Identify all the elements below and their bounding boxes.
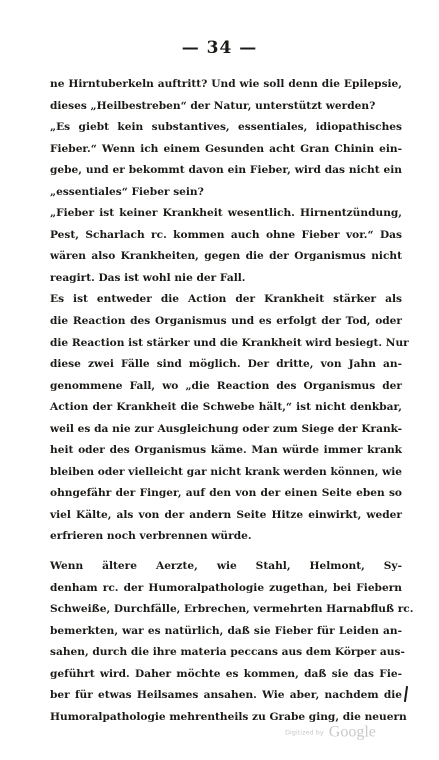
text-line: denham rc. der Humoralpathologie zugethan, bei Fiebern bbox=[50, 581, 402, 594]
text-line: wären also Krankheiten, gegen die der Organismus nicht bbox=[50, 250, 402, 263]
paragraph bbox=[50, 289, 409, 548]
text-line: Action der Krankheit die Schwebe hält,“ ist nicht denkbar, bbox=[50, 401, 402, 414]
paragraph bbox=[50, 203, 402, 289]
text-line: reagirt. Das ist wohl nie der Fall. bbox=[50, 271, 246, 284]
paragraph bbox=[50, 74, 402, 117]
text-line: die Reaction des Organismus und es erfolgt der Tod, oder bbox=[50, 315, 402, 328]
paragraph bbox=[50, 117, 402, 203]
text-line: „essentiales“ Fieber sein? bbox=[50, 185, 204, 198]
page-number: — 34 — bbox=[181, 38, 258, 58]
text-line: die Reaction ist stärker und die Krankheit wird besiegt. Nur bbox=[50, 336, 409, 349]
text-line: gebe, und er bekommt davon ein Fieber, wird das nicht ein bbox=[50, 164, 402, 177]
body-text bbox=[50, 74, 414, 728]
text-line: dieses „Heilbestreben“ der Natur, unterstützt werden? bbox=[50, 99, 376, 112]
text-line: Fieber.“ Wenn ich einem Gesunden acht Gran Chinin ein- bbox=[50, 142, 402, 155]
text-line: heit oder des Organismus käme. Man würde immer krank bbox=[50, 444, 402, 457]
text-line: weil es da nie zur Ausgleichung oder zum Siege der Krank- bbox=[50, 422, 402, 435]
text-line: viel Kälte, als von der andern Seite Hitze einwirkt, weder bbox=[50, 508, 402, 521]
digitization-watermark bbox=[285, 722, 395, 744]
text-line: Wenn ältere Aerzte, wie Stahl, Helmont, Sy- bbox=[50, 560, 402, 573]
text-line: Schweiße, Durchfälle, Erbrechen, vermehrten Harnabfluß rc. bbox=[50, 603, 414, 616]
watermark-prefix: Digitized by bbox=[285, 728, 324, 737]
text-line: sahen, durch die ihre materia peccans aus dem Körper aus- bbox=[50, 646, 405, 659]
text-line: genommene Fall, wo „die Reaction des Organismus der bbox=[50, 379, 402, 392]
text-line: geführt wird. Daher möchte es kommen, daß sie das Fie- bbox=[50, 667, 402, 680]
paragraph bbox=[50, 556, 414, 728]
watermark-brand: Google bbox=[328, 723, 376, 741]
text-line: bleiben oder vielleicht gar nicht krank werden können, wie bbox=[50, 465, 402, 478]
text-line: ber für etwas Heilsames ansahen. Wie aber, nachdem die bbox=[50, 689, 402, 702]
text-line: ohngefähr der Finger, auf den von der einen Seite eben so bbox=[50, 487, 402, 500]
text-line: „Fieber ist keiner Krankheit wesentlich. Hirnentzündung, bbox=[50, 207, 402, 220]
text-line: Pest, Scharlach rc. kommen auch ohne Fieber vor.“ Das bbox=[50, 228, 402, 241]
text-line: Es ist entweder die Action der Krankheit stärker als bbox=[50, 293, 402, 306]
text-line: „Es giebt kein substantives, essentiales, idiopathisches bbox=[50, 121, 402, 134]
text-line: Humoralpathologie mehrentheils zu Grabe ging, die neuern bbox=[50, 710, 407, 723]
text-line: ne Hirntuberkeln auftritt? Und wie soll denn die Epilepsie, bbox=[50, 78, 402, 90]
ink-mark bbox=[404, 686, 408, 702]
text-line: bemerkten, war es natürlich, daß sie Fieber für Leiden an- bbox=[50, 624, 402, 637]
text-line: diese zwei Fälle sind möglich. Der dritte, von Jahn an- bbox=[50, 358, 402, 371]
text-line: erfrieren noch verbrennen würde. bbox=[50, 530, 252, 543]
paragraph-gap bbox=[50, 548, 402, 556]
